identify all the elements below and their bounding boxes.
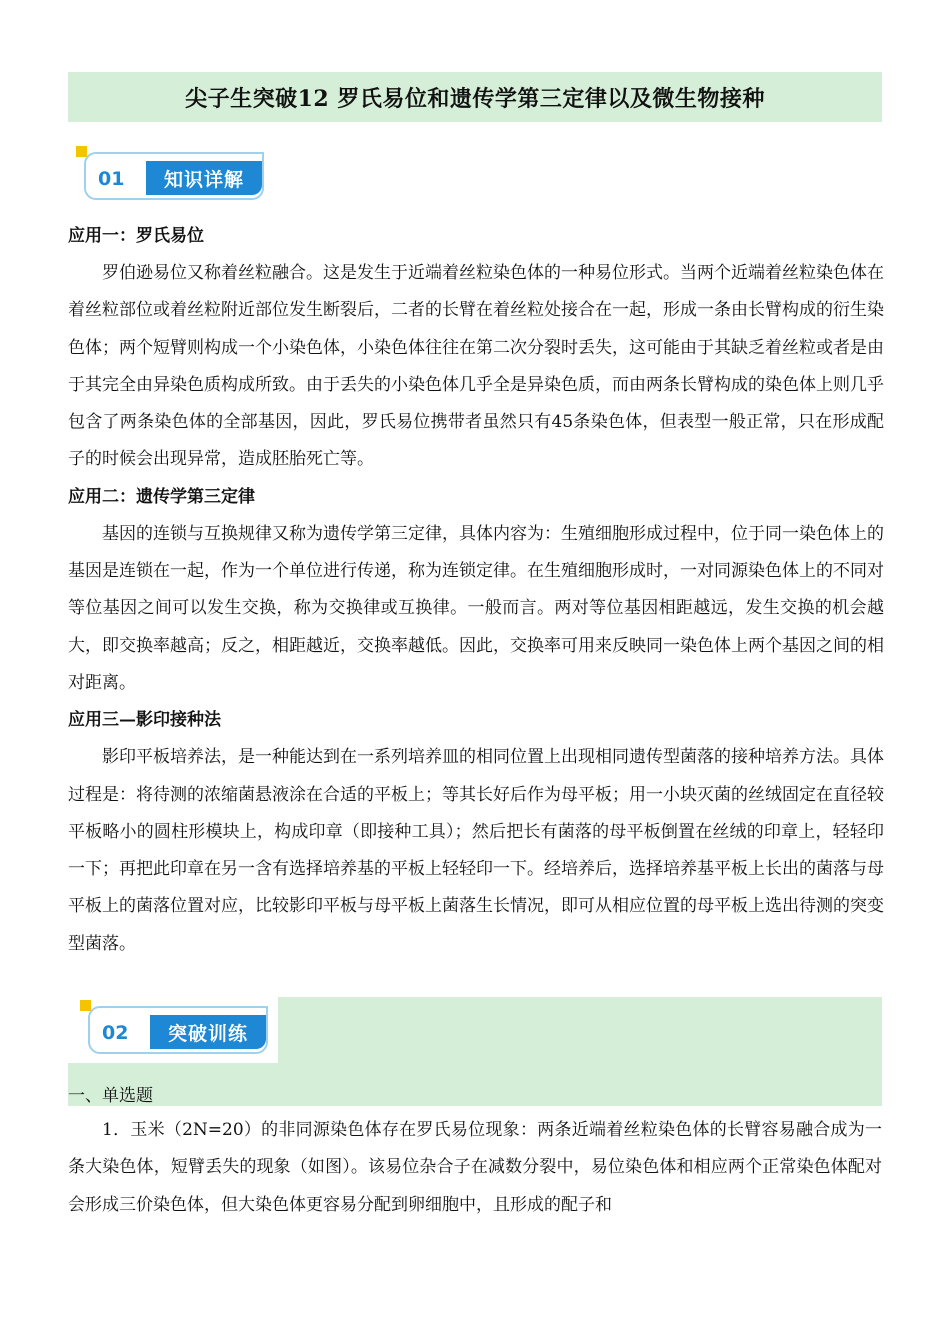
training-label-strip <box>68 1063 882 1106</box>
section-heading: 应用一：罗氏易位 <box>68 226 204 246</box>
badge-number: 01 <box>98 168 125 190</box>
title-bar <box>68 72 882 122</box>
section-heading: 应用三—影印接种法 <box>68 710 221 731</box>
badge-square-icon <box>76 146 87 157</box>
badge-label: 突破训练 <box>150 1015 266 1049</box>
page-title: 尖子生突破12 罗氏易位和遗传学第三定律以及微生物接种 <box>185 85 765 112</box>
section-paragraph: 影印平板培养法，是一种能达到在一系列培养皿的相同位置上出现相同遗传型菌落的接种培养方法。具体过程是：将待测的浓缩菌悬液涂在合适的平板上；等其长好后作为母平板；用一小块灭菌的丝绒固定在直径较平板略小的圆柱形模块上，构成印章（即接种工具）；然后把长有菌落的母平板倒置在丝绒的印章上，轻轻印一下；再把此印章在另一含有选择培养基的平板上轻轻印一下。经培养后，选择培养基平板上长出的菌落与母平板上的菌落位置对应，比较影印平板与母平板上菌落生长情况，即可从相应位置的母平板上选出待测的突变型菌落。 <box>68 747 884 954</box>
badge-number: 02 <box>102 1022 129 1044</box>
section-badge-knowledge <box>74 146 264 206</box>
section-paragraph: 罗伯逊易位又称着丝粒融合。这是发生于近端着丝粒染色体的一种易位形式。当两个近端着丝粒染色体在着丝粒部位或着丝粒附近部位发生断裂后，二者的长臂在着丝粒处接合在一起，形成一条由长臂构成的衍生染色体；两个短臂则构成一个小染色体，小染色体往往在第二次分裂时丢失，这可能由于其缺乏着丝粒或者是由于其完全由异染色质构成所致。由于丢失的小染色体几乎全是异染色质，而由两条长臂构成的染色体上则几乎包含了两条染色体的全部基因，因此，罗氏易位携带者虽然只有45条染色体，但表型一般正常，只在形成配子的时候会出现异常，造成胚胎死亡等。 <box>68 263 884 470</box>
training-header-band <box>278 997 882 1063</box>
question-type-label: 一、单选题 <box>68 1086 153 1106</box>
section-badge-training <box>78 1000 268 1060</box>
knowledge-content <box>68 218 884 963</box>
section-heading: 应用二：遗传学第三定律 <box>68 486 255 507</box>
question-1-text: 1．玉米（2N=20）的非同源染色体存在罗氏易位现象：两条近端着丝粒染色体的长臂容易融合成为一条大染色体，短臂丢失的现象（如图）。该易位杂合子在减数分裂中，易位染色体和相应两个正常染色体配对会形成三价染色体，但大染色体更容易分配到卵细胞中，且形成的配子和 <box>68 1120 882 1215</box>
badge-label: 知识详解 <box>146 161 262 195</box>
section-paragraph: 基因的连锁与互换规律又称为遗传学第三定律，具体内容为：生殖细胞形成过程中，位于同一染色体上的基因是连锁在一起，作为一个单位进行传递，称为连锁定律。在生殖细胞形成时，一对同源染色体上的不同对等位基因之间可以发生交换，称为交换律或互换律。一般而言。两对等位基因相距越远，发生交换的机会越大，即交换率越高；反之，相距越近，交换率越低。因此，交换率可用来反映同一染色体上两个基因之间的相对距离。 <box>68 523 884 693</box>
badge-square-icon <box>80 1000 91 1011</box>
